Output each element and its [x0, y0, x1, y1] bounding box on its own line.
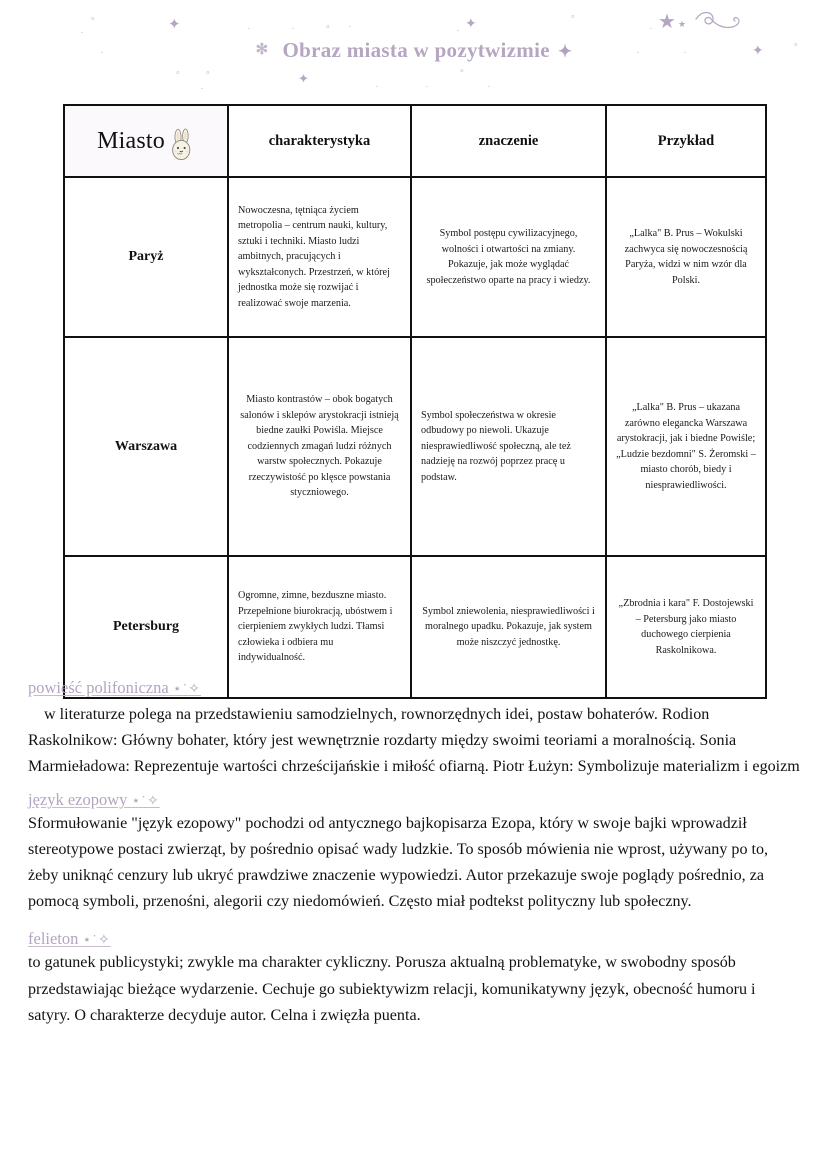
table-header	[64, 105, 766, 177]
ring-decoration-icon: ∘	[175, 67, 181, 77]
page-title	[0, 38, 828, 63]
note-block-powiesc-polifoniczna	[28, 678, 800, 780]
table-header-row	[64, 105, 766, 177]
swirl-flourish-icon	[692, 8, 746, 38]
sparkle-decoration-icon: ✦	[298, 71, 309, 86]
dot-decoration-icon: ·	[636, 47, 640, 59]
column-header-miasto	[64, 105, 228, 177]
note-heading-felieton	[28, 929, 111, 949]
ring-decoration-icon: ∘	[205, 67, 211, 77]
sparkle-decoration-icon: ✦	[752, 44, 764, 59]
note-heading-powiesc-polifoniczna	[28, 678, 201, 698]
sparkle-decoration-icon: ✦	[168, 17, 181, 33]
note-heading-jezyk-ezopowy	[28, 790, 160, 810]
note-block-felieton	[28, 917, 800, 1028]
dot-decoration-icon: ·	[375, 81, 379, 93]
cell-przyklad: „Lalka" B. Prus – Wokulski zachwyca się nowoczesnością Paryża, widzi w nim wzór dla Polski.	[606, 177, 766, 337]
cell-charakterystyka: Miasto kontrastów – obok bogatych salonów i sklepów arystokracji istnieją biedne zaułki Powiśla. Miejsce codziennych zmagań ludzi różnych warstw społecznych. Pokazuje rzeczywistość po klęsce powstania styczniowego.	[228, 337, 411, 556]
dot-decoration-icon: ·	[487, 81, 491, 93]
cell-charakterystyka: Nowoczesna, tętniąca życiem metropolia – centrum nauki, kultury, sztuki i techniki. Miasto ludzi ambitnych, pracujących i wykształconych. Przestrzeń, w której jednostka może się rozwijać i realizować swoje marzenia.	[228, 177, 411, 337]
cell-charakterystyka: Ogromne, zimne, bezduszne miasto. Przepełnione biurokracją, ubóstwem i cierpieniem zwykłych ludzi. Tłamsi człowieka i odbiera mu indywidualność.	[228, 556, 411, 698]
dot-decoration-icon: ·	[425, 81, 429, 93]
ring-decoration-icon: ∘	[325, 21, 331, 31]
star-small-decoration-icon: ★	[678, 19, 687, 29]
note-body-jezyk-ezopowy: Sformułowanie "język ezopowy" pochodzi od antycznego bajkopisarza Ezopa, który w swoje bajki wprowadził stereotypowe postaci zwierząt, by pośrednio opisać wady ludzkie. To sposób mówienia nie wprost, używany po to, żeby uniknąć cenzury lub ukryć prawdziwe znaczenie wypowiedzi. Autor przekazuje swoje poglądy pośrednio, za pomocą symboli, przenośni, alegorii czy niedomówień. Często miał podtekst polityczny lub społeczny.	[28, 815, 769, 911]
page-title-text: Obraz miasta w pozytwizmie	[282, 38, 550, 62]
cell-city-name: Petersburg	[64, 556, 228, 698]
column-header-charakterystyka: charakterystyka	[228, 105, 411, 177]
cell-przyklad: „Zbrodnia i kara" F. Dostojewski – Petersburg jako miasto duchowego cierpienia Raskolnikowa.	[606, 556, 766, 698]
table-row	[64, 177, 766, 337]
notes-section	[28, 678, 800, 1031]
ring-decoration-icon: ∘	[459, 65, 465, 75]
cell-city-name: Paryż	[64, 177, 228, 337]
dot-decoration-icon: ·	[649, 23, 653, 35]
note-heading-sparkle-icon: ⋆˙✧	[82, 933, 111, 949]
dot-decoration-icon: ·	[348, 21, 352, 33]
decorative-header-band	[0, 0, 828, 100]
cell-city-name: Warszawa	[64, 337, 228, 556]
cell-przyklad: „Lalka" B. Prus – ukazana zarówno elegancka Warszawa arystokracji, jak i biedne Powiśle; „Ludzie bezdomni" S. Żeromski – miasto chorób, biedy i niesprawiedliwości.	[606, 337, 766, 556]
note-body-powiesc-polifoniczna: w literaturze polega na przedstawieniu samodzielnych, rownorzędnych idei, postaw bohaterów. Rodion Raskolnikow: Główny bohater, który jest wewnętrznie rozdarty między swoimi teoriami a moralnością. Sonia Marmieładowa: Reprezentuje wartości chrześcijańskie i miłość ofiarną. Piotr Łużyn: Symbolizuje materializm i egoizm	[28, 706, 800, 776]
ring-decoration-icon: ∘	[570, 11, 576, 21]
dot-decoration-icon: ·	[291, 23, 295, 35]
note-heading-text: felieton	[28, 929, 79, 949]
note-body-felieton: to gatunek publicystyki; zwykle ma charakter cykliczny. Porusza aktualną problematyke, w swobodny sposób przedstawiając bieżące wydarzenie. Cechuje go subiektywizm relacji, komunikatywny język, obecność humoru i satyry. O charakterze decyduje autor. Celna i zwięzła puenta.	[28, 954, 756, 1024]
dot-decoration-icon: ·	[456, 25, 460, 37]
star-decoration-icon: ★	[658, 11, 676, 33]
note-heading-text: język ezopowy	[28, 790, 128, 810]
note-heading-text: powieść polifoniczna	[28, 678, 169, 697]
ring-decoration-icon: ∘	[90, 13, 96, 23]
title-sparkle-right-icon: ✦	[557, 42, 573, 61]
dot-decoration-icon: ·	[80, 27, 84, 39]
column-header-miasto-label: Miasto	[97, 127, 165, 154]
bunny-sticker-icon	[167, 128, 195, 162]
city-comparison-table	[63, 104, 767, 699]
dot-decoration-icon: ·	[683, 47, 687, 59]
cell-znaczenie: Symbol społeczeństwa w okresie odbudowy po niewoli. Ukazuje niesprawiedliwość społeczną, ale też nadzieję na rozwój poprzez pracę u podstaw.	[411, 337, 606, 556]
note-block-jezyk-ezopowy	[28, 782, 800, 915]
table-row	[64, 337, 766, 556]
ring-decoration-icon: ∘	[793, 39, 799, 49]
table-row	[64, 556, 766, 698]
title-sparkle-left-icon: ✻	[255, 42, 269, 58]
sparkle-decoration-icon: ✦	[465, 17, 477, 32]
table-body	[64, 177, 766, 698]
column-header-przyklad: Przykład	[606, 105, 766, 177]
note-heading-sparkle-icon: ⋆˙✧	[131, 794, 160, 810]
cell-znaczenie: Symbol postępu cywilizacyjnego, wolności i otwartości na zmiany. Pokazuje, jak może wyglądać społeczeństwo oparte na pracy i wiedzy.	[411, 177, 606, 337]
city-comparison-table-wrapper	[63, 104, 765, 699]
column-header-znaczenie: znaczenie	[411, 105, 606, 177]
cell-znaczenie: Symbol zniewolenia, niesprawiedliwości i moralnego upadku. Pokazuje, jak system może niszczyć jednostkę.	[411, 556, 606, 698]
dot-decoration-icon: ·	[100, 47, 104, 59]
dot-decoration-icon: ·	[247, 23, 251, 35]
note-heading-sparkle-icon: ⋆˙✧	[172, 682, 201, 697]
dot-decoration-icon: ·	[200, 83, 204, 95]
